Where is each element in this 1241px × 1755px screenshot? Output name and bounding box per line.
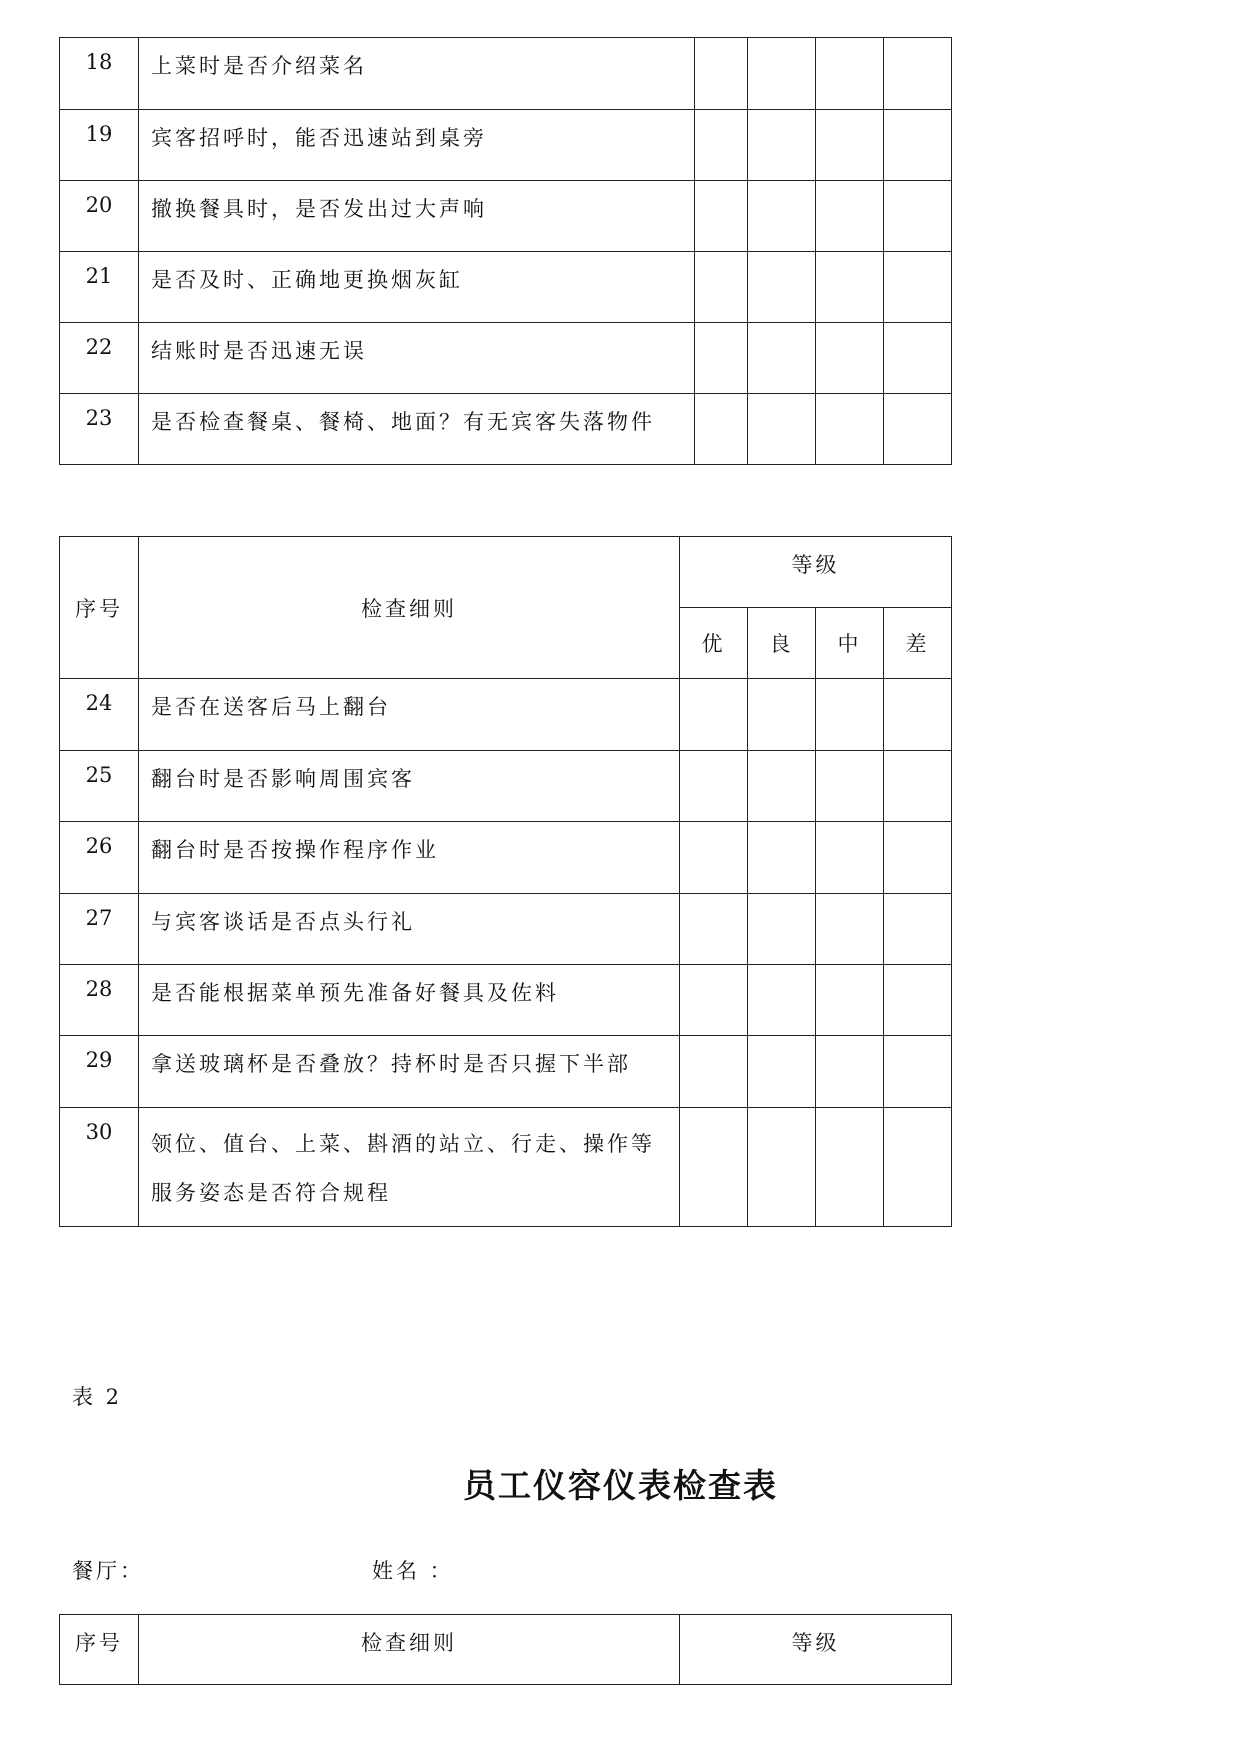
- row-number: 29: [60, 1036, 139, 1108]
- header-detail: 检查细则: [139, 537, 680, 679]
- grade-cell[interactable]: [748, 965, 816, 1036]
- grade-cell[interactable]: [816, 394, 884, 465]
- grade-cell[interactable]: [816, 181, 884, 252]
- row-number: 28: [60, 965, 139, 1036]
- page-title: 员工仪容仪表检查表: [463, 1466, 778, 1505]
- grade-cell[interactable]: [884, 181, 952, 252]
- row-number: 25: [60, 751, 139, 822]
- grade-cell[interactable]: [680, 822, 748, 894]
- grade-cell[interactable]: [884, 1108, 952, 1227]
- grade-cell[interactable]: [748, 38, 816, 110]
- grade-cell[interactable]: [748, 1036, 816, 1108]
- header-grade: 等级: [680, 1615, 952, 1685]
- grade-cell[interactable]: [680, 894, 748, 965]
- table-row: [60, 110, 952, 181]
- table-row: [60, 1108, 952, 1227]
- table-row: [60, 1036, 952, 1108]
- grade-cell[interactable]: [816, 679, 884, 751]
- grade-cell[interactable]: [816, 822, 884, 894]
- header-grade-excellent: 优: [680, 608, 748, 679]
- grade-cell[interactable]: [816, 894, 884, 965]
- grade-cell[interactable]: [748, 323, 816, 394]
- header-grade-poor: 差: [884, 608, 952, 679]
- row-number: 19: [60, 110, 139, 181]
- grade-cell[interactable]: [884, 252, 952, 323]
- table-row: [60, 751, 952, 822]
- table-row: [60, 181, 952, 252]
- grade-cell[interactable]: [884, 323, 952, 394]
- row-number: 26: [60, 822, 139, 894]
- grade-cell[interactable]: [680, 965, 748, 1036]
- row-detail: 翻台时是否影响周围宾客: [139, 751, 680, 822]
- row-detail: 撤换餐具时，是否发出过大声响: [139, 181, 695, 252]
- grade-cell[interactable]: [748, 110, 816, 181]
- grade-cell[interactable]: [748, 181, 816, 252]
- row-number: 20: [60, 181, 139, 252]
- grade-cell[interactable]: [816, 965, 884, 1036]
- table-row: [60, 965, 952, 1036]
- grade-cell[interactable]: [884, 394, 952, 465]
- row-number: 18: [60, 38, 139, 110]
- row-detail: 拿送玻璃杯是否叠放？持杯时是否只握下半部: [139, 1036, 680, 1108]
- row-detail: 宾客招呼时，能否迅速站到桌旁: [139, 110, 695, 181]
- table-row: [60, 894, 952, 965]
- grade-cell[interactable]: [748, 679, 816, 751]
- grade-cell[interactable]: [884, 679, 952, 751]
- row-detail: 是否及时、正确地更换烟灰缸: [139, 252, 695, 323]
- table-row: [60, 252, 952, 323]
- row-detail: 是否能根据菜单预先准备好餐具及佐料: [139, 965, 680, 1036]
- grade-cell[interactable]: [680, 1108, 748, 1227]
- header-number: 序号: [60, 537, 139, 679]
- grade-cell[interactable]: [695, 394, 748, 465]
- row-detail: 是否在送客后马上翻台: [139, 679, 680, 751]
- row-number: 30: [60, 1108, 139, 1227]
- row-detail: 结账时是否迅速无误: [139, 323, 695, 394]
- grade-cell[interactable]: [816, 323, 884, 394]
- row-detail: 上菜时是否介绍菜名: [139, 38, 695, 110]
- grade-cell[interactable]: [680, 679, 748, 751]
- grade-cell[interactable]: [695, 252, 748, 323]
- grade-cell[interactable]: [695, 38, 748, 110]
- grade-cell[interactable]: [884, 1036, 952, 1108]
- grade-cell[interactable]: [748, 1108, 816, 1227]
- table-row: [60, 38, 952, 110]
- grade-cell[interactable]: [748, 751, 816, 822]
- grade-cell[interactable]: [884, 894, 952, 965]
- table-header-row: [60, 1615, 952, 1685]
- grade-cell[interactable]: [748, 894, 816, 965]
- row-number: 22: [60, 323, 139, 394]
- grade-cell[interactable]: [816, 1036, 884, 1108]
- grade-cell[interactable]: [884, 110, 952, 181]
- row-detail: 领位、值台、上菜、斟酒的站立、行走、操作等服务姿态是否符合规程: [139, 1108, 680, 1227]
- row-detail: 翻台时是否按操作程序作业: [139, 822, 680, 894]
- grade-cell[interactable]: [695, 181, 748, 252]
- row-detail: 与宾客谈话是否点头行礼: [139, 894, 680, 965]
- grade-cell[interactable]: [816, 751, 884, 822]
- grade-cell[interactable]: [695, 323, 748, 394]
- grade-cell[interactable]: [884, 751, 952, 822]
- table-row: [60, 679, 952, 751]
- grade-cell[interactable]: [884, 965, 952, 1036]
- grade-cell[interactable]: [748, 822, 816, 894]
- grade-cell[interactable]: [680, 1036, 748, 1108]
- grade-cell[interactable]: [680, 751, 748, 822]
- table-row: [60, 822, 952, 894]
- grade-cell[interactable]: [816, 1108, 884, 1227]
- grade-cell[interactable]: [748, 394, 816, 465]
- grade-cell[interactable]: [816, 38, 884, 110]
- grade-cell[interactable]: [816, 252, 884, 323]
- row-number: 23: [60, 394, 139, 465]
- table-label: 表 2: [72, 1385, 123, 1409]
- grade-cell[interactable]: [884, 38, 952, 110]
- grade-cell[interactable]: [816, 110, 884, 181]
- table-row: [60, 323, 952, 394]
- grade-cell[interactable]: [884, 822, 952, 894]
- row-number: 24: [60, 679, 139, 751]
- inspection-table-continued: [59, 37, 952, 465]
- header-number: 序号: [60, 1615, 139, 1685]
- header-grade-good: 良: [748, 608, 816, 679]
- row-number: 27: [60, 894, 139, 965]
- name-label: 姓名 ：: [372, 1559, 454, 1583]
- restaurant-label: 餐厅：: [72, 1559, 144, 1583]
- header-grade: 等级: [680, 537, 952, 608]
- row-detail: 是否检查餐桌、餐椅、地面？有无宾客失落物件: [139, 394, 695, 465]
- header-detail: 检查细则: [139, 1615, 680, 1685]
- inspection-table: [59, 536, 952, 1227]
- appearance-inspection-table: [59, 1614, 952, 1685]
- grade-cell[interactable]: [748, 252, 816, 323]
- header-grade-average: 中: [816, 608, 884, 679]
- table-header-row: [60, 537, 952, 608]
- table-row: [60, 394, 952, 465]
- grade-cell[interactable]: [695, 110, 748, 181]
- row-number: 21: [60, 252, 139, 323]
